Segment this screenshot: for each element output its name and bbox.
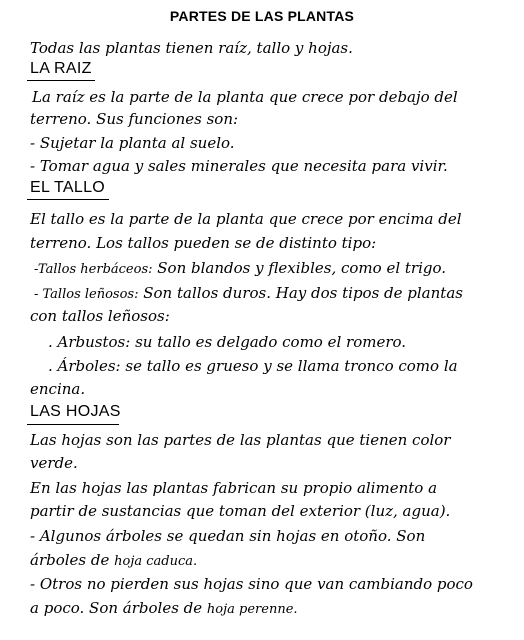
section-heading-raiz: LA RAIZ	[30, 60, 92, 77]
section-heading-hojas: LAS HOJAS	[30, 403, 121, 420]
page-title: PARTES DE LAS PLANTAS	[169, 8, 355, 24]
term-label: hoja caduca.	[114, 554, 198, 569]
list-item: . Árboles: se tallo es grueso y se llama tronco como la	[48, 357, 458, 375]
item-text: a poco. Son árboles de	[30, 599, 207, 617]
term-label: - Tallos leñosos:	[34, 287, 139, 302]
heading-underline	[27, 199, 109, 200]
paragraph-line: verde.	[30, 454, 78, 472]
paragraph-line: encina.	[30, 380, 86, 398]
item-text: Son blandos y flexibles, como el trigo.	[152, 259, 447, 277]
paragraph-line	[30, 550, 197, 572]
heading-underline	[27, 80, 95, 81]
paragraph-line: Las hojas son las partes de las plantas que tienen color	[30, 431, 451, 449]
section-heading-tallo: EL TALLO	[30, 179, 106, 196]
paragraph-line: terreno. Los tallos pueden se de distinto tipo:	[30, 234, 377, 252]
term-label: hoja perenne.	[206, 602, 298, 617]
paragraph-line: con tallos leñosos:	[30, 307, 170, 325]
list-item: - Otros no pierden sus hojas sino que van cambiando poco	[30, 575, 473, 593]
paragraph-line: terreno. Sus funciones son:	[30, 110, 239, 128]
list-item: - Algunos árboles se quedan sin hojas en otoño. Son	[30, 527, 426, 545]
paragraph-line: En las hojas las plantas fabrican su propio alimento a	[30, 479, 438, 497]
list-item	[34, 283, 463, 305]
list-item: . Arbustos: su tallo es delgado como el romero.	[48, 333, 407, 351]
term-label: -Tallos herbáceos:	[34, 262, 153, 277]
list-item: - Tomar agua y sales minerales que necesita para vivir.	[30, 157, 448, 175]
heading-underline	[27, 424, 119, 425]
paragraph-line: La raíz es la parte de la planta que crece por debajo del	[32, 88, 458, 106]
paragraph-line: El tallo es la parte de la planta que crece por encima del	[30, 210, 462, 228]
list-item	[34, 258, 446, 280]
intro-text: Todas las plantas tienen raíz, tallo y hojas.	[30, 39, 353, 57]
paragraph-line	[30, 598, 298, 620]
item-text: Son tallos duros. Hay dos tipos de plantas	[138, 284, 463, 302]
list-item: - Sujetar la planta al suelo.	[30, 134, 235, 152]
paragraph-line: partir de sustancias que toman del exterior (luz, agua).	[30, 502, 451, 520]
item-text: árboles de	[30, 551, 115, 569]
